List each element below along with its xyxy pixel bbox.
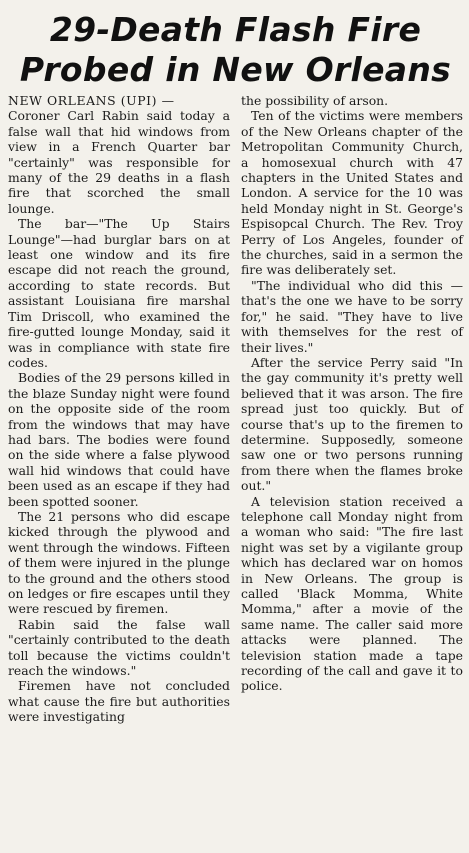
- paragraph: Rabin said the false wall "certainly contributed to the death toll because the victims couldn't reach the windows.": [8, 616, 230, 679]
- column-right: [241, 93, 463, 725]
- paragraph: Bodies of the 29 persons killed in the blaze Sunday night were found on the opposite side of the room from the windows that may have had bars. The bodies were found on the side where a false plywood wall hid windows that could have been used as an escape if they had been spotted sooner.: [8, 370, 230, 509]
- column-left: [8, 93, 230, 725]
- headline: [8, 10, 463, 90]
- paragraph: Coroner Carl Rabin said today a false wall that hid windows from view in a French Quarter bar "certainly" was responsible for many of the 29 deaths in a flash fire that scorched the small lounge.: [8, 108, 230, 216]
- paragraph: Ten of the victims were members of the New Orleans chapter of the Metropolitan Community Church, a homosexual church with 47 chapters in the United States and London. A service for the 10 was held Monday night in St. George's Espisopcal Church. The Rev. Troy Perry of Los Angeles, founder of the churches, said in a sermon the fire was deliberately set.: [241, 108, 463, 278]
- paragraph: After the service Perry said "In the gay community it's pretty well believed that it was arson. The fire spread just too quickly. But of course that's up to the firemen to determine. Supposedly, someone saw one or two persons running from there when the flames broke out.": [241, 354, 463, 494]
- dateline: NEW ORLEANS (UPI) —: [8, 93, 175, 108]
- paragraph: Firemen have not concluded what cause the fire but authorities were investigating: [8, 678, 230, 725]
- headline-line-2: Probed in New Orleans: [19, 50, 452, 89]
- paragraph: The 21 persons who did escape kicked through the plywood and went through the windows. Fifteen of them were injured in the plunge to the ground and the others stood on ledges or fire escapes until they were rescued by firemen.: [8, 508, 230, 617]
- headline-line-1: 29-Death Flash Fire: [49, 10, 422, 49]
- paragraph: A television station received a telephone call Monday night from a woman who said: "The fire last night was set by a vigilante group which has declared war on homos in New Orleans. The group is called 'Black Momma, White Momma," after a movie of the same name. The caller said more attacks were planned. The television station made a tape recording of the call and gave it to police.: [241, 493, 463, 694]
- paragraph: "The individual who did this —that's the one we have to be sorry for," he said. "They have to live with themselves for the rest of their lives.": [241, 277, 463, 355]
- paragraph-continuation: the possibility of arson.: [241, 93, 389, 108]
- article-body: [8, 93, 463, 725]
- paragraph: The bar—"The Up Stairs Lounge"—had burglar bars on at least one window and its fire escape did not reach the ground, according to state records. But assistant Louisiana fire marshal Tim Driscoll, who examined the fire-gutted lounge Monday, said it was in compliance with state fire codes.: [8, 216, 230, 370]
